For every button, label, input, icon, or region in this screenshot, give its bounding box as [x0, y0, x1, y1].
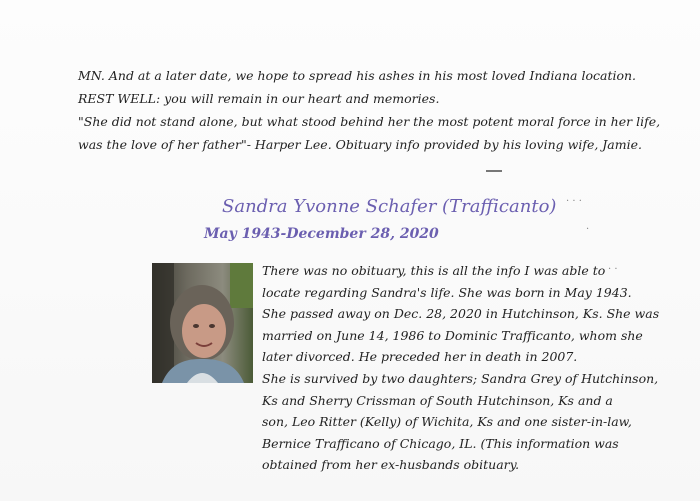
text-line: was the love of her father"- Harper Lee. Obituary info provided by his loving wife, Jamie.	[78, 137, 642, 152]
speck-marks: ·	[586, 224, 590, 235]
text-line: later divorced. He preceded her in death in 2007.	[262, 349, 578, 365]
text-line: "She did not stand alone, but what stood behind her the most potent moral force in her life,	[78, 114, 661, 129]
text-line: She is survived by two daughters; Sandra Grey of Hutchinson,	[262, 370, 659, 386]
text-line: Ks and Sherry Crissman of South Hutchinson, Ks and a	[262, 392, 613, 408]
separator-dash	[486, 170, 502, 172]
text-line: She passed away on Dec. 28, 2020 in Hutchinson, Ks. She was	[262, 306, 660, 322]
text-line: MN. And at a later date, we hope to spread his ashes in his most loved Indiana location.	[78, 68, 637, 83]
previous-obituary-ending	[78, 64, 678, 156]
obituary-body	[262, 260, 682, 476]
deceased-name: Sandra Yvonne Schafer (Trafficanto)	[222, 196, 557, 217]
text-line: REST WELL: you will remain in our heart and memories.	[78, 91, 440, 106]
portrait-photo	[152, 263, 253, 383]
text-line: Bernice Trafficano of Chicago, IL. (This information was	[262, 435, 619, 451]
life-dates: May 1943-December 28, 2020	[204, 226, 439, 242]
text-line: obtained from her ex-husbands obituary.	[262, 457, 520, 473]
text-line: son, Leo Ritter (Kelly) of Wichita, Ks and one sister-in-law,	[262, 414, 632, 430]
speck-marks: · · ·	[566, 196, 582, 207]
text-line: locate regarding Sandra's life. She was born in May 1943.	[262, 284, 632, 300]
text-line: There was no obituary, this is all the info I was able to	[262, 263, 606, 278]
text-line: married on June 14, 1986 to Dominic Trafficanto, whom she	[262, 327, 643, 343]
speck-marks: · ·	[608, 264, 618, 275]
